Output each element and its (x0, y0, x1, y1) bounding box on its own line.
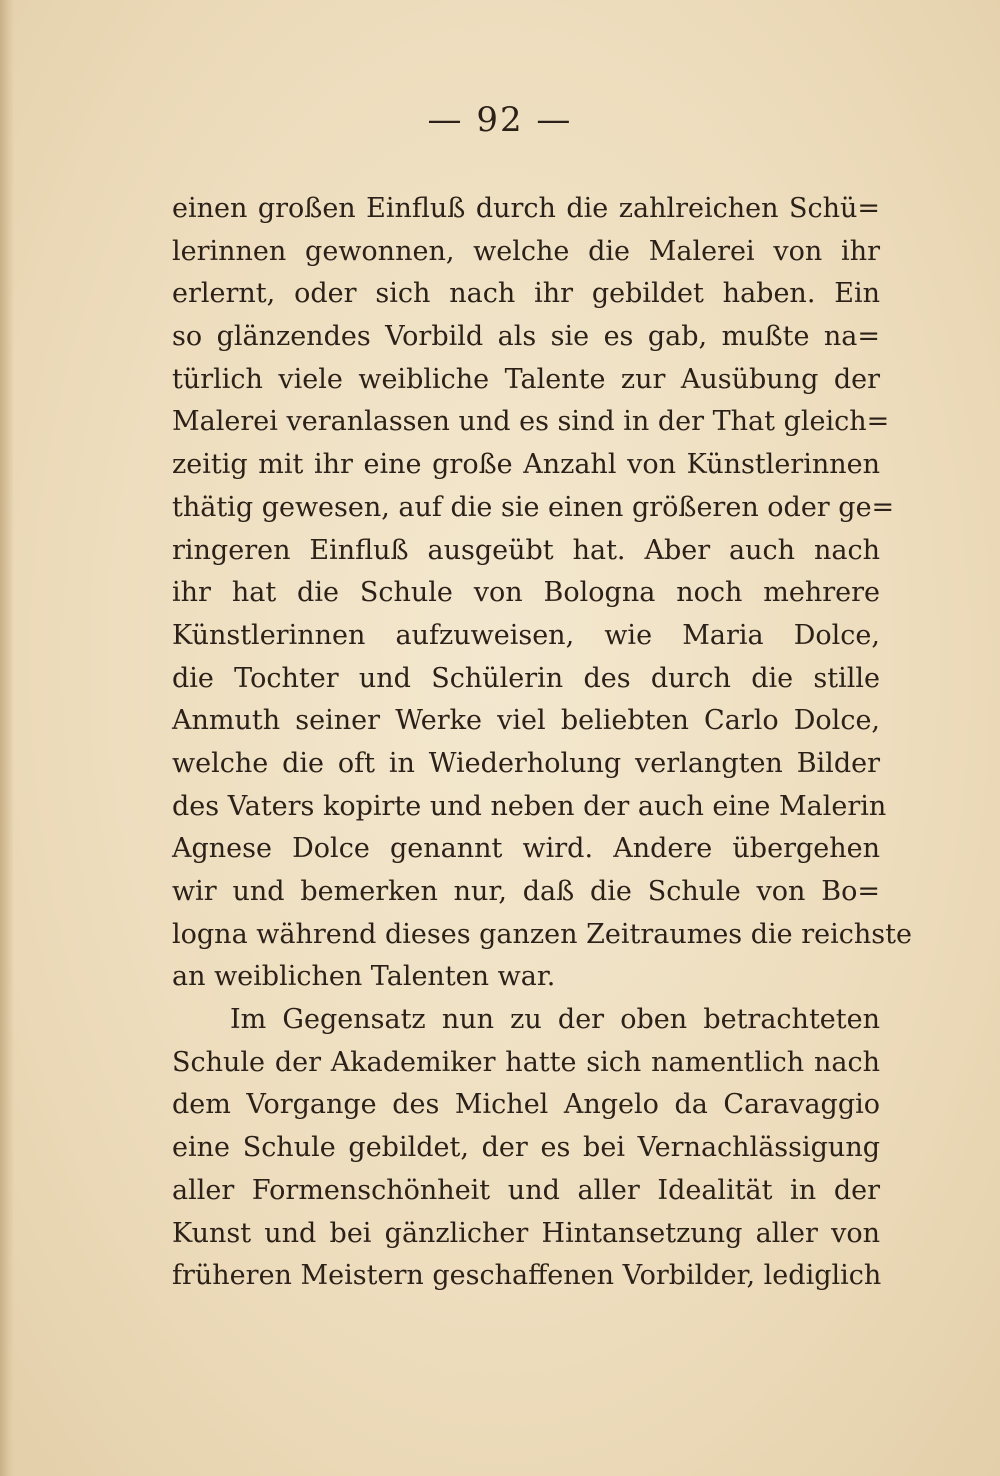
text-line: erlernt, oder sich nach ihr gebildet haben. Ein (172, 278, 880, 310)
text-line: früheren Meistern geschaffenen Vorbilder, lediglich (172, 1260, 882, 1292)
text-line: ihr hat die Schule von Bologna noch mehrere (172, 577, 880, 609)
text-line: aller Formenschönheit und aller Idealität in der (172, 1174, 880, 1206)
text-line: welche die oft in Wiederholung verlangten Bilder (172, 747, 880, 779)
text-line: dem Vorgange des Michel Angelo da Caravaggio (172, 1089, 880, 1121)
text-line: Schule der Akademiker hatte sich namentlich nach (172, 1046, 880, 1078)
text-line: ringeren Einfluß ausgeübt hat. Aber auch nach (172, 534, 880, 566)
text-line: so glänzendes Vorbild als sie es gab, mußte na= (172, 321, 880, 353)
text-line: Malerei veranlassen und es sind in der That gleich= (172, 406, 890, 438)
text-line-paragraph-end: an weiblichen Talenten war. (172, 961, 556, 993)
text-line: Anmuth seiner Werke viel beliebten Carlo Dolce, (172, 705, 880, 737)
text-line: einen großen Einfluß durch die zahlreichen Schü= (172, 193, 880, 224)
text-line: Agnese Dolce genannt wird. Andere übergehen (172, 833, 880, 865)
text-line: des Vaters kopirte und neben der auch eine Malerin (172, 790, 887, 822)
text-line: thätig gewesen, auf die sie einen größeren oder ge= (172, 491, 895, 523)
text-line-paragraph-start: Im Gegensatz nun zu der oben betrachteten (230, 1004, 880, 1036)
page-number: — 92 — (427, 100, 573, 140)
text-line: logna während dieses ganzen Zeitraumes die reichste (172, 918, 912, 950)
text-line: Künstlerinnen aufzuweisen, wie Maria Dolce, (172, 619, 880, 651)
text-line: wir und bemerken nur, daß die Schule von Bo= (172, 876, 880, 907)
text-line: zeitig mit ihr eine große Anzahl von Künstlerinnen (172, 449, 880, 481)
text-line: lerinnen gewonnen, welche die Malerei von ihr (172, 235, 880, 267)
body-text (172, 188, 912, 1298)
text-line: eine Schule gebildet, der es bei Vernachlässigung (172, 1132, 880, 1164)
page-spine-shadow (0, 0, 14, 1476)
text-line: Kunst und bei gänzlicher Hintansetzung aller von (172, 1217, 880, 1249)
text-line: die Tochter und Schülerin des durch die stille (172, 662, 880, 694)
text-line: türlich viele weibliche Talente zur Ausübung der (172, 363, 880, 395)
